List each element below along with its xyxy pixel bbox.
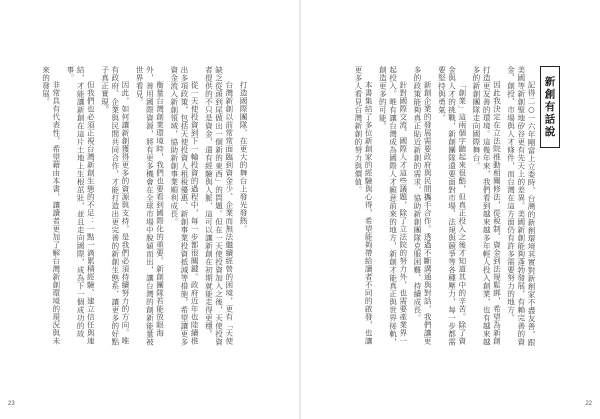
paragraph: 打造國際團隊，在更大的舞台上發光發熱。 — [239, 81, 248, 234]
paragraph: 台灣新創以前常常面臨到資金少、企業而無法繼續經營的困境，更有「天使缺乏從頭到尾做出一個新的東西」的問題。但在一天使投資加入之後，天使投資者提供的不只是資金，還有經驗與人脈，這可以讓新創在初期就能走得更穩。 — [204, 66, 234, 346]
paragraph: 衡量台灣創業環境時，我們也要看到國際化的重要。新創團隊若能放眼海外，善用國際資源，將有更多機會在全球市場中脫穎而出，讓台灣的創新能量被世界看見。 — [135, 66, 165, 346]
paragraph: 本書集結了多位新創家的經驗與心得，希望能夠帶給讀者不同的啟發，也讓更多人看見台灣新創的努力與價值。 — [353, 66, 374, 346]
paragraph: 「創業」這兩個字聽起來很酷，但真正投入之後才知道其中的辛苦。除了資金與人才的挑戰，新創團隊還要面對市場、法規與競爭等各種壓力，每一步都需要堅持與勇氣。 — [437, 66, 467, 346]
paragraph: 因此，如何讓新創獲得更多的資源與支持，是我們必須持續努力的方向。唯有政府、企業與民間共同合作，才能打造出更完善的新創生態系，讓更多的好點子真正實現。 — [100, 66, 130, 346]
section-title-box — [540, 66, 560, 148]
page-number-right: 22 — [585, 401, 592, 407]
right-page-text — [336, 66, 536, 348]
paragraph: 記得二○一六年剛當上立委時，台灣的新創環境其實對新創家不盡友善，跟美國等新創聖地矽谷更有先天上的差異。美國新創能夠蓬勃發展，有賴完善的資金、創投、市場與人才條件，而台灣在這方面仍有許多需要努力的地方。 — [506, 66, 536, 347]
paragraph: 從一天使投資到下一輪投資的過程中，每一步都很關鍵。政府近年也陸續推出多項政策，包括天使投資人租稅優惠、新創事業投資抵減等措施，希望讓更多資金流入新創領域，協助新創事業順利成長。 — [169, 66, 200, 346]
page-number-left: 23 — [8, 401, 15, 407]
section-title: 新創有話說 — [543, 75, 556, 139]
paragraph: 但我們也必須正視台灣新創生態的不足：一點一滴累積經驗、建立信任與連結，才能讓新創在這片土地上生根茁壯，並且走向國際，成為下一個成功的故事。 — [65, 66, 96, 346]
left-page-text — [38, 66, 248, 348]
paragraph: 因此我決定在立法院推動相關修法，從稅制、資金到法規鬆綁，希望為新創打造更友善的環境。這幾年來，我們看到越來越多年輕人投入創業，也有越來越多的新創團隊走向國際舞台。 — [471, 66, 502, 346]
paragraph: 非常具有代表性，希望藉由本書，讓讀者更加了解台灣新創環境的現況與未來的發展。 — [41, 66, 61, 346]
paragraph: 針對國際交流、國際人才這些議題，除了立法院的努力外，也需要產業界一起投入。唯有讓台灣成為國際人才願意前來的地方，新創才能真正與世界接軌，創造更多的可能。 — [378, 66, 408, 346]
paragraph: 新創企業的發展需要政府與民間攜手合作。透過不斷溝通與對話，我們讓更多的政策能夠真正貼近新創的需求，協助新創團隊克服困難、持續成長。 — [412, 66, 433, 346]
right-page — [300, 0, 600, 419]
